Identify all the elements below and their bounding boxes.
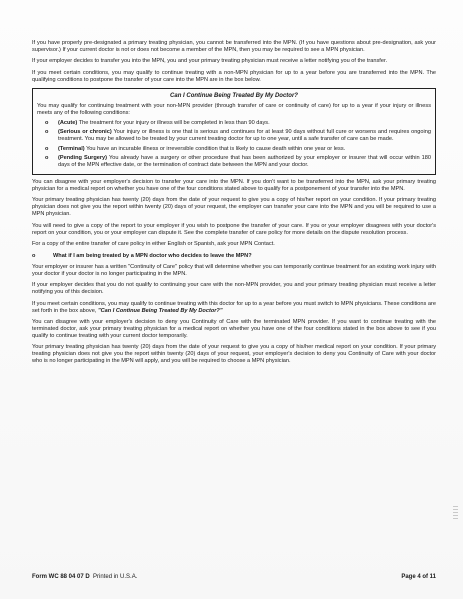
condition-text: Your injury or illness is one that is serious and continues for at least 90 days without full cure or worsens and requires ongoing treatment. You may be allowed to be treated by your current treating doctor for up to one year, until a safe transfer of care can be made.: [58, 129, 431, 143]
condition-term: (Terminal): [58, 145, 85, 152]
condition-acute: [37, 120, 431, 127]
paragraph-7-text: If you meet certain conditions, you may qualify to continue treating with this doctor for up to a year before you must switch to MPN physicians. These conditions are set forth in the box above,: [32, 300, 436, 314]
bullet-icon: o: [32, 252, 36, 259]
body-paragraph-5: Your employer or insurer has a written "Continuity of Care" policy that will determine whether you can temporarily continue treatment for an existing work injury with your doctor if your doctor is no longer participating in the MPN.: [32, 263, 436, 277]
body-paragraph-9: Your primary treating physician has twenty (20) days from the date of your request to give you a copy of his/her medical report on your condition. If your primary treating physician does not give you the report within twenty (20) days of your request, your employer's decision to deny you Continuity of Care with your doctor who is no longer participating in the MPN will apply, and you will be required to choose a MPN physician.: [32, 344, 436, 365]
body-paragraph-3: You will need to give a copy of the report to your employer if you wish to postpone the transfer of your care. If you or your employer disagrees with your doctor's report on your condition, you or your employer can dispute it. See the complete transfer of care policy for more details on the dispute resolution process.: [32, 222, 436, 236]
bullet-icon: o: [45, 154, 49, 161]
condition-text: You already have a surgery or other procedure that has been authorized by your employer or insurer that will occur within 180 days of the MPN effective date, or the termination of contract date between the MPN and your doctor.: [58, 154, 432, 168]
condition-text: The treatment for your injury or illness will be completed in less than 90 days.: [77, 120, 270, 127]
body-paragraph-8: You can disagree with your employer's decision to deny you Continuity of Care with the terminated MPN provider. If you want to continue treating with the terminated doctor, ask your primary treating physician for a medical report on whether you have one of the four conditions stated in the box above to see if you qualify to continue treating with your current doctor temporarily.: [32, 319, 436, 339]
body-paragraph-1: You can disagree with your employer's decision to transfer your care into the MPN. If you don't want to be transferred into the MPN, ask your primary treating physician for a medical report on whether you have one of the four conditions stated above to qualify for a postponement of your transfer into the MPN.: [32, 179, 436, 192]
condition-text: You have an incurable illness or irreversible condition that is likely to cause death within one year or less.: [84, 145, 346, 152]
body-paragraph-4: For a copy of the entire transfer of care policy in either English or Spanish, ask your MPN Contact.: [32, 241, 275, 248]
bullet-icon: o: [45, 129, 49, 136]
box-title: Can I Continue Being Treated By My Doctor?: [170, 93, 298, 100]
condition-serious: [37, 129, 431, 143]
question-text: What if I am being treated by a MPN doctor who decides to leave the MPN?: [53, 252, 252, 259]
body-paragraph-2: Your primary treating physician has twenty (20) days from the date of your request to give you a copy of his/her report on your condition. If your primary treating physician does not give you the report within twenty (20) days of your request, the employer can transfer your care into the MPN and you will be required to use a MPN physician.: [32, 197, 436, 218]
continuity-box: [32, 88, 436, 175]
box-lead: You may qualify for continuing treatment with your non-MPN provider (through transfer of care or continuity of care) for up to a year if your injury or illness meets any of the following conditions:: [37, 103, 431, 117]
document-body: [32, 40, 436, 370]
body-paragraph-6: If your employer decides that you do not qualify to continuing your care with the non-MPN provider, you and your primary treating physician must receive a letter notifying you of this decision.: [32, 282, 436, 296]
page-number: Page 4 of 11: [401, 574, 436, 580]
form-number: Form WC 88 04 07 D: [32, 574, 90, 580]
condition-term: (Pending Surgery): [58, 154, 108, 161]
footer-form: [32, 573, 137, 581]
intro-paragraph-2: If your employer decides to transfer you into the MPN, you and your primary treating physician must receive a letter notifying you of the transfer.: [32, 58, 388, 65]
condition-term: (Serious or chronic): [58, 129, 112, 136]
scan-mark: [453, 506, 458, 520]
condition-term: (Acute): [58, 120, 78, 127]
body-paragraph-7: [32, 301, 436, 315]
intro-paragraph-3: If you meet certain conditions, you may qualify to continue treating with a non-MPN physician for up to a year before you are transferred into the MPN. The qualifying conditions to postpone the transfer of your care into the MPN are in the box below.: [32, 69, 436, 83]
condition-list: [37, 120, 431, 169]
condition-pending-surgery: [37, 155, 431, 169]
bullet-icon: o: [45, 145, 49, 152]
box-reference: "Can I Continue Being Treated By My Doctor?": [97, 307, 223, 314]
printed-note: Printed in U.S.A.: [93, 574, 138, 580]
bullet-icon: o: [45, 120, 49, 127]
condition-terminal: [37, 146, 431, 153]
intro-paragraph-1: If you have properly pre-designated a primary treating physician, you cannot be transferred into the MPN. (If you have questions about pre-designation, ask your supervisor.) If your current doctor is not or does not become a member of the MPN, then you may be required to see a MPN physician.: [32, 40, 436, 53]
section-question: [32, 253, 436, 260]
